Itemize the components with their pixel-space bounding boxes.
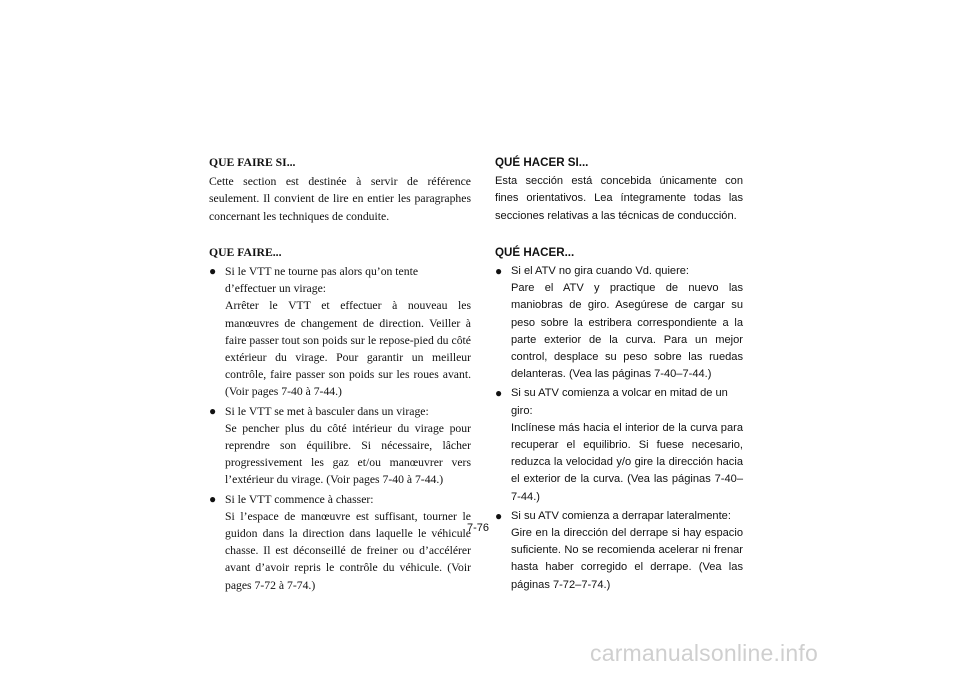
- item-title: Si le VTT se met à basculer dans un virage:: [225, 404, 429, 418]
- spanish-heading-que-hacer-si: QUÉ HACER SI...: [495, 156, 589, 169]
- item-title: Si le VTT commence à chasser:: [225, 492, 374, 506]
- item-body: Pare el ATV y practique de nuevo las maniobras de giro. Asegúrese de cargar su peso sobre la estribera correspondiente a la parte exterior de la curva. Para un mejor control, desplace su peso sobre las ruedas delanteras. (Vea las páginas 7-40–7-44.): [511, 282, 743, 381]
- bullet-icon: ●: [209, 403, 217, 418]
- item-body: Gire en la dirección del derrape si hay espacio suficiente. No se recomienda acelerar ni frenar hasta haber corregido el derrape. (Vea las páginas 7-72–7-74.): [511, 527, 743, 591]
- item-body: Arrêter le VTT et effectuer à nouveau les manœuvres de changement de direction. Veiller à faire passer tout son poids sur le repose-pied du côté extérieur du virage. Pour garantir un meilleur contrôle, faire passer son poids sur les roues avant. (Voir pages 7-40 à 7-44.): [225, 299, 471, 399]
- item-body: Si l’espace de manœuvre est suffisant, tourner le guidon dans la direction dans laquelle le véhicule chasse. Il est déconseillé de freiner ou d’accélérer avant d’avoir repris le contrôle du véhicule. (Voir pages 7-72 à 7-74.): [225, 509, 471, 592]
- bullet-icon: ●: [209, 264, 217, 279]
- french-heading-que-faire: QUE FAIRE...: [209, 245, 282, 259]
- bullet-icon: ●: [495, 386, 503, 401]
- item-title: Si su ATV comienza a volcar en mitad de un giro:: [511, 387, 728, 417]
- french-heading-que-faire-si: QUE FAIRE SI...: [209, 156, 296, 169]
- page-number: 7-76: [467, 522, 490, 534]
- watermark: carmanualsonline.info: [590, 640, 818, 666]
- item-title: Si le VTT ne tourne pas alors qu’on tente d’effectuer un virage:: [225, 265, 419, 296]
- spanish-heading-que-hacer: QUÉ HACER...: [495, 245, 575, 259]
- item-title: Si el ATV no gira cuando Vd. quiere:: [511, 265, 690, 278]
- bullet-icon: ●: [209, 491, 217, 506]
- spanish-column: [495, 154, 743, 596]
- list-item: [209, 403, 471, 489]
- french-list: [209, 263, 471, 594]
- list-item: [209, 263, 471, 401]
- list-item: [495, 508, 743, 594]
- spanish-list: [495, 263, 743, 594]
- french-intro: Cette section est destinée à servir de référence seulement. Il convient de lire en entier les paragraphes concernant les techniques de conduite.: [209, 175, 471, 223]
- item-body: Se pencher plus du côté intérieur du virage pour reprendre son équilibre. Si nécessaire, lâcher progressivement les gaz et/ou manœuvrer vers l’extérieur du virage. (Voir pages 7-40 à 7-44.): [225, 421, 471, 487]
- list-item: [495, 263, 743, 383]
- bullet-icon: ●: [495, 508, 503, 523]
- item-title: Si su ATV comienza a derrapar lateralmente:: [511, 509, 731, 522]
- spanish-intro: Esta sección está concebida únicamente con fines orientativos. Lea íntegramente todas las secciones relativas a las técnicas de conducción.: [495, 175, 743, 222]
- list-item: [495, 385, 743, 505]
- list-item: [209, 491, 471, 594]
- french-column: [209, 154, 471, 596]
- item-body: Inclínese más hacia el interior de la curva para recuperar el equilibrio. Si fuese necesario, reduzca la velocidad y/o gire la dirección hacia el exterior de la curva. (Vea las páginas 7-40–7-44.): [511, 421, 743, 503]
- bullet-icon: ●: [495, 264, 503, 279]
